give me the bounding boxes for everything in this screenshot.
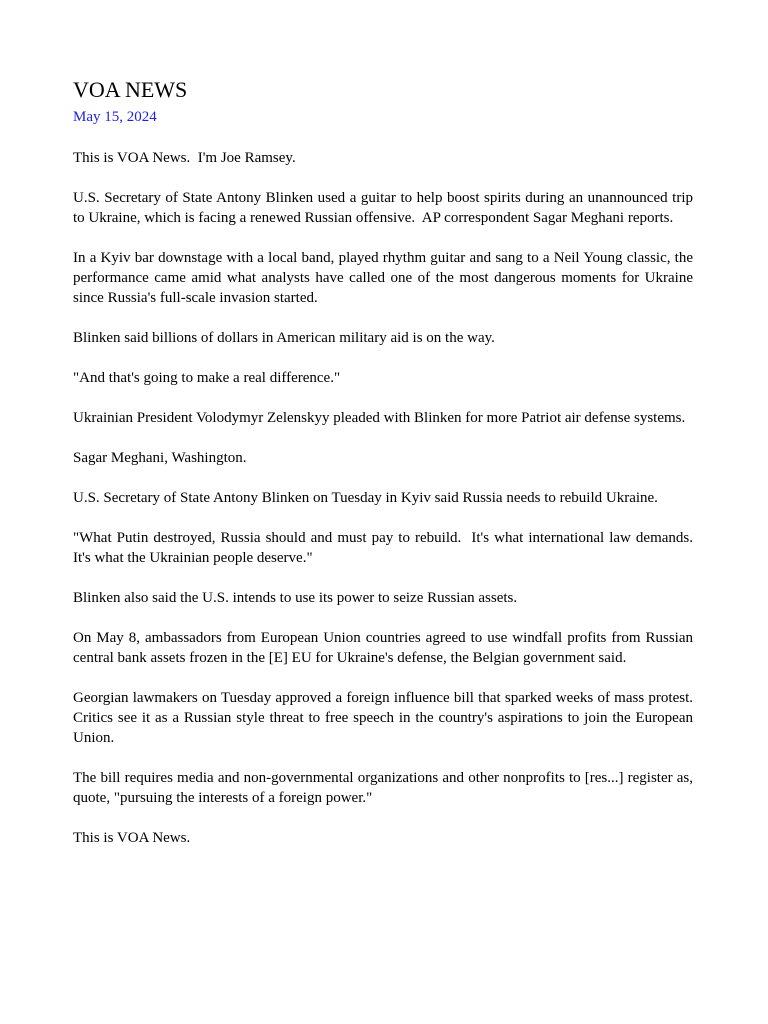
page-title: VOA NEWS: [73, 77, 188, 102]
document-page: [73, 76, 701, 868]
article-body: [73, 148, 701, 848]
paragraph: U.S. Secretary of State Antony Blinken used a guitar to help boost spirits during an unannounced trip to Ukraine, which is facing a renewed Russian offensive. AP correspondent Sagar Meghani reports.: [73, 190, 697, 226]
paragraph: On May 8, ambassadors from European Union countries agreed to use windfall profits from Russian central bank assets frozen in the [E] EU for Ukraine's defense, the Belgian government said.: [73, 630, 697, 666]
paragraph: "And that's going to make a real difference.": [73, 370, 341, 386]
publish-date: May 15, 2024: [73, 109, 157, 125]
paragraph: In a Kyiv bar downstage with a local band, played rhythm guitar and sang to a Neil Young classic, the performance came amid what analysts have called one of the most dangerous moments for Ukraine since Russia's full-scale invasion started.: [73, 250, 697, 306]
paragraph: Blinken said billions of dollars in American military aid is on the way.: [73, 330, 495, 346]
paragraph: Sagar Meghani, Washington.: [73, 450, 247, 466]
paragraph: This is VOA News.: [73, 830, 191, 846]
paragraph: U.S. Secretary of State Antony Blinken on Tuesday in Kyiv said Russia needs to rebuild Ukraine.: [73, 490, 658, 506]
paragraph: Blinken also said the U.S. intends to use its power to seize Russian assets.: [73, 590, 518, 606]
paragraph: Georgian lawmakers on Tuesday approved a foreign influence bill that sparked weeks of mass protest. Critics see it as a Russian style threat to free speech in the country's aspirations to join the European Union.: [73, 690, 701, 746]
paragraph: The bill requires media and non-governmental organizations and other nonprofits to [res...] register as, quote, "pursuing the interests of a foreign power.": [73, 770, 697, 806]
paragraph: "What Putin destroyed, Russia should and must pay to rebuild. It's what international law demands. It's what the Ukrainian people deserve.": [73, 530, 701, 566]
paragraph: This is VOA News. I'm Joe Ramsey.: [73, 150, 296, 166]
paragraph: Ukrainian President Volodymyr Zelenskyy pleaded with Blinken for more Patriot air defense systems.: [73, 410, 686, 426]
